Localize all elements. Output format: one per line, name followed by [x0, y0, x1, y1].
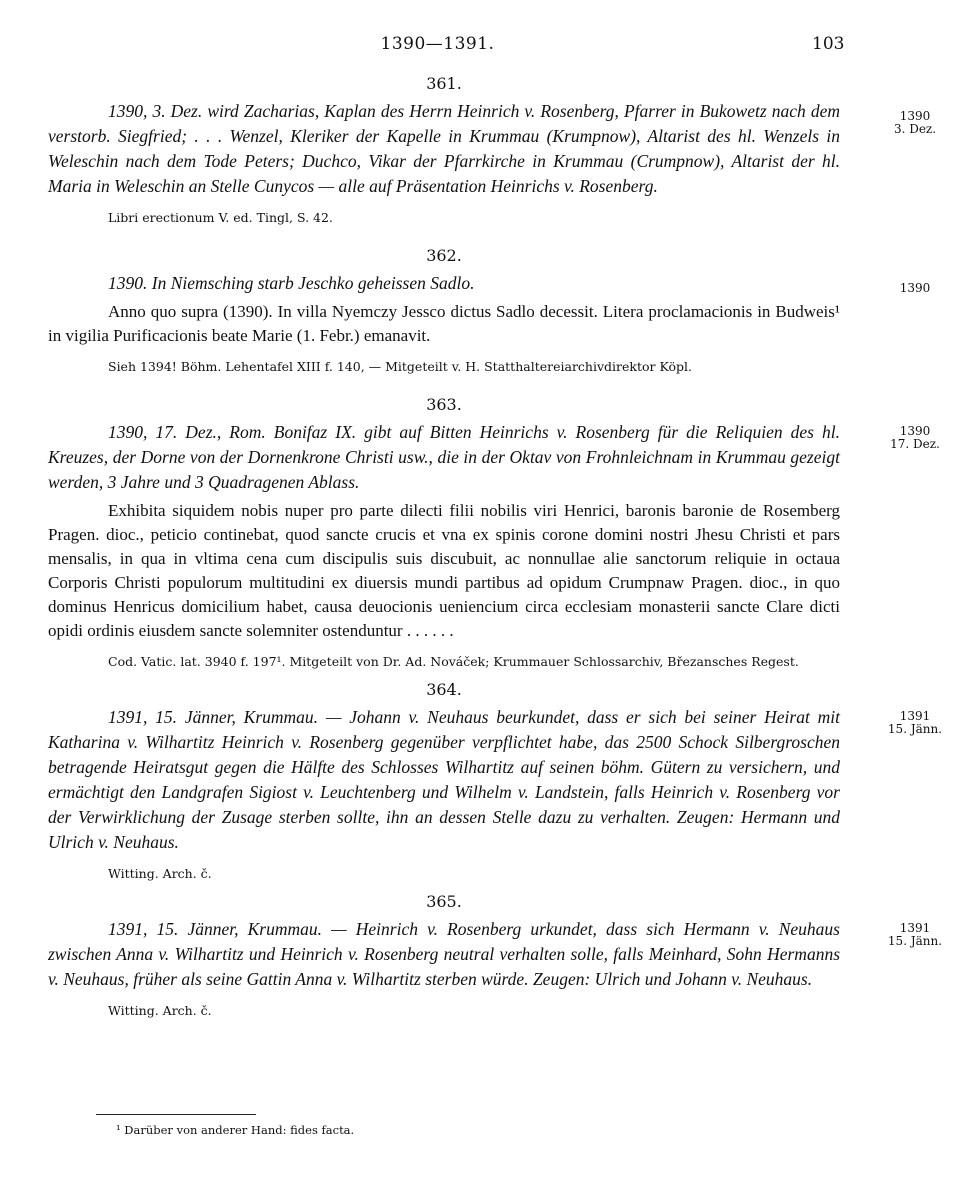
entry-source: Cod. Vatic. lat. 3940 f. 197¹. Mitgeteilt von Dr. Ad. Nováček; Krummauer Schlossarchiv, Březansches Regest. [108, 654, 799, 669]
entry-source: Sieh 1394! Böhm. Lehentafel XIII f. 140, — Mitgeteilt v. H. Statthaltereiarchivdirektor Köpl. [108, 359, 692, 374]
entry-365 [48, 892, 943, 1021]
entry-364 [48, 680, 943, 884]
entry-number: 364. [426, 680, 462, 699]
margin-date: 1390 17. Dez. [890, 424, 940, 451]
entry-summary: 1391, 15. Jänner, Krummau. — Johann v. Neuhaus beurkundet, dass er sich bei seiner Heirat mit Katharina v. Wilhartitz Heinrich v. Rosenberg gegenüber verpflichtet habe, das 2500 Schock Silbergroschen betragende Heiratsgut gegen die Hälfte des Schlosses Wilhartitz auf seinen böhm. Gütern zu versichern, und ermächtigt den Landgrafen Sigiost v. Leuchtenberg und Wilhelm v. Landstein, falls Heinrich v. Rosenberg vor der Verwirklichung der Zusage sterben sollte, ihn an dessen Stelle dazu zu verhalten. Zeugen: Hermann und Ulrich v. Neuhaus. [48, 707, 840, 852]
margin-date: 1390 3. Dez. [893, 109, 937, 136]
entry-number: 363. [426, 395, 462, 414]
margin-date: 1390 [899, 281, 931, 295]
entry-summary: 1390, 3. Dez. wird Zacharias, Kaplan des Herrn Heinrich v. Rosenberg, Pfarrer in Bukowetz nach dem verstorb. Siegfried; . . . Wenzel, Kleriker der Kapelle in Krummau (Krumpnow), Altarist des hl. Wenzels in Weleschin nach dem Tode Peters; Duchco, Vikar der Pfarrkirche in Krummau (Crumpnow), Altarist der hl. Maria in Weleschin an Stelle Cunycos — alle auf Präsentation Heinrichs v. Rosenberg. [48, 101, 840, 196]
entry-number: 362. [426, 246, 462, 265]
footnote: ¹ Darüber von anderer Hand: fides facta. [116, 1123, 355, 1137]
document-body [48, 66, 943, 1021]
entry-number: 361. [426, 74, 462, 93]
footnote-divider [96, 1114, 256, 1115]
page-header [0, 34, 960, 56]
entry-summary: 1391, 15. Jänner, Krummau. — Heinrich v. Rosenberg urkundet, dass sich Hermann v. Neuhaus zwischen Anna v. Wilhartitz und Heinrich v. Rosenberg neutral verhalten solle, falls Meinhard, Sohn Hermanns v. Neuhaus, früher als seine Gattin Anna v. Wilhartitz sterben würde. Zeugen: Ulrich und Johann v. Neuhaus. [48, 919, 840, 989]
entry-363 [48, 395, 940, 672]
entry-summary: 1390, 17. Dez., Rom. Bonifaz IX. gibt auf Bitten Heinrichs v. Rosenberg für die Reliquien des hl. Kreuzes, der Dorne von der Dornenkrone Christi usw., die in der Oktav von Frohnleichnam in Krummau gezeigt werden, 3 Jahre und 3 Quadragenen Ablass. [48, 422, 840, 492]
page-number: 103 [812, 34, 845, 54]
entry-source: Witting. Arch. č. [108, 1003, 212, 1018]
page-year-range: 1390—1391. [380, 34, 495, 54]
entry-361 [48, 74, 937, 228]
entry-source: Witting. Arch. č. [108, 866, 212, 881]
entry-text: Anno quo supra (1390). In villa Nyemczy Jessco dictus Sadlo decessit. Litera proclamacionis in Budweis¹ in vigilia Purificacionis beate Marie (1. Febr.) emanavit. [48, 302, 840, 345]
margin-date: 1391 15. Jänn. [887, 921, 943, 948]
entry-source: Libri erectionum V. ed. Tingl, S. 42. [108, 210, 333, 225]
entry-text: Exhibita siquidem nobis nuper pro parte dilecti filii nobilis viri Henrici, baronis baronie de Rosemberg Pragen. dioc., peticio continebat, quod sancte crucis et vna ex spinis corone domini nostri Jhesu Christi et pars mensalis, in qua in vltima cena cum discipulis suis discubuit, ac nonnullae alie sanctorum reliquie in octaua Corporis Christi populorum multitudini ex diuersis mundi partibus ad opidum Crumpnaw Pragen. dioc., in quo dominus Henricus domicilium habet, causa deuocionis ueniencium circa ecclesiam monasterii sancte Clare dicti opidi ordinis eiusdem sancte solemniter ostenduntur . . . . . . [48, 501, 840, 640]
entry-number: 365. [426, 892, 462, 911]
entry-362 [48, 246, 931, 377]
entry-summary: 1390. In Niemsching starb Jeschko geheissen Sadlo. [108, 273, 475, 293]
margin-date: 1391 15. Jänn. [887, 709, 943, 736]
